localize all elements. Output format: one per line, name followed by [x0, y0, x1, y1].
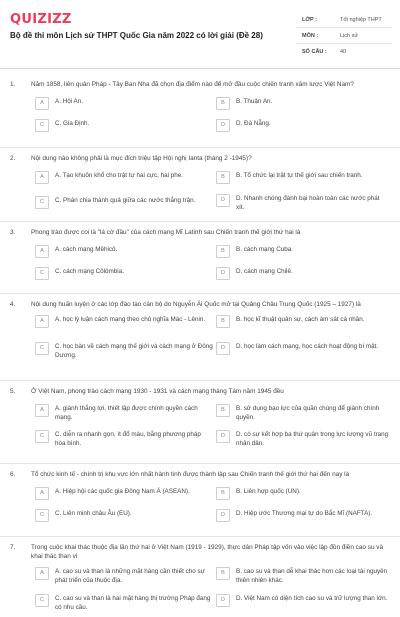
answer-option-c[interactable]	[35, 430, 210, 448]
answer-option-a[interactable]	[35, 567, 213, 585]
option-letter: C	[35, 509, 49, 522]
option-letter: A	[35, 567, 49, 580]
answer-option-d[interactable]	[216, 430, 391, 448]
answer-option-c[interactable]	[35, 594, 213, 612]
option-text: B. sử dụng bạo lực của quần chúng để giành chính quyền.	[236, 405, 380, 421]
option-text: A. Hội An.	[55, 98, 84, 105]
option-text: B. Tổ chức lại trật tự thế giới sau chiến tranh.	[236, 172, 363, 179]
option-text: A. cao su và than là những mặt hàng cần thiết cho sự phát triển của thuộc địa.	[55, 568, 205, 584]
answer-option-d[interactable]	[216, 342, 391, 355]
question-item	[0, 537, 400, 617]
question-number: 4.	[10, 301, 16, 308]
question-number: 5.	[10, 388, 16, 395]
option-text: A. cách mạng Mêhicô.	[55, 246, 118, 253]
option-letter: B	[216, 245, 230, 258]
option-text: B. Liên hợp quốc (UN).	[236, 488, 301, 495]
answer-option-c[interactable]	[35, 342, 213, 360]
option-text: B. cao su và than dễ khai thác hơn các loại tài nguyên thiên nhiên khác.	[236, 568, 388, 584]
option-letter: D	[216, 119, 230, 132]
question-number: 1.	[10, 81, 16, 88]
answer-option-a[interactable]	[35, 245, 185, 258]
question-number: 7.	[10, 544, 16, 551]
option-text: C. học bàn về cách mạng thế giới và cách mạng ở Đông Dương.	[55, 343, 213, 359]
meta-row-class	[296, 12, 392, 28]
option-text: A. Tạo khuôn khổ cho trật tự hai cực, hai phe.	[55, 172, 184, 179]
question-list	[0, 74, 400, 617]
option-letter: D	[216, 594, 230, 607]
option-text: D. Nhanh chóng đánh bại hoàn toàn các nước phát xít.	[236, 195, 380, 211]
question-text: Năm 1858, liên quân Pháp - Tây Ban Nha đã chọn địa điểm nào để mở đầu cuộc chiến tranh xâm lược Việt Nam?	[31, 81, 354, 88]
meta-row-subject	[296, 28, 392, 44]
option-text: C. cao su và than là hai mặt hàng thị trường Pháp đang có nhu cầu.	[55, 595, 211, 611]
option-text: A. giành thắng lợi, thiết lập được chính quyền cách mạng.	[55, 405, 198, 421]
answer-option-b[interactable]	[216, 245, 391, 258]
question-number: 6.	[10, 471, 16, 478]
question-text: Nội dung nào không phải là mục đích triệu tập Hội nghị Ianta (tháng 2 -1945)?	[31, 155, 252, 162]
answer-option-c[interactable]	[35, 267, 185, 280]
option-letter: D	[216, 342, 230, 355]
option-letter: B	[216, 171, 230, 184]
option-letter: A	[35, 97, 49, 110]
option-text: C. cách mạng Côlômbia.	[55, 268, 124, 275]
answer-option-b[interactable]	[216, 97, 391, 110]
question-text: Ở Việt Nam, phong trào cách mạng 1930 - 1931 và cách mạng tháng Tám năm 1945 đều	[31, 388, 284, 395]
question-item	[0, 381, 400, 464]
answer-option-d[interactable]	[216, 509, 396, 522]
document-title: Bộ đề thi môn Lịch sử THPT Quốc Gia năm 2022 có lời giải (Đề 28)	[10, 31, 263, 40]
option-letter: C	[35, 119, 49, 132]
option-text: D. Việt Nam có diện tích cao su và trữ lượng than lớn.	[236, 595, 388, 602]
meta-table	[296, 12, 392, 59]
option-text: A. học lý luận cách mạng theo chủ nghĩa Mác - Lênin.	[55, 316, 206, 323]
option-text: B. Thuận An.	[236, 98, 273, 105]
answer-option-c[interactable]	[35, 509, 213, 522]
option-text: D. cách mạng Chilê.	[236, 268, 293, 275]
question-number: 3.	[10, 229, 16, 236]
option-letter: C	[35, 430, 49, 443]
answer-option-b[interactable]	[216, 567, 391, 585]
question-text: Trong cuộc khai thác thuộc địa lần thứ hai ở Việt Nam (1919 - 1929), thực dân Pháp tập vốn vào việc lập đồn điền cao su và khai thác than vì	[31, 544, 384, 560]
quizizz-logo: QUIZIZZ	[10, 12, 72, 27]
option-letter: B	[216, 315, 230, 328]
option-letter: B	[216, 404, 230, 417]
option-text: B. cách mạng Cuba.	[236, 246, 294, 253]
meta-label: MÔN :	[302, 32, 319, 39]
meta-value: Tốt nghiệp THPT	[340, 16, 382, 23]
option-letter: A	[35, 171, 49, 184]
option-letter: A	[35, 245, 49, 258]
option-letter: D	[216, 509, 230, 522]
meta-value: Lịch sử	[340, 32, 359, 39]
option-letter: C	[35, 342, 49, 355]
option-letter: C	[35, 267, 49, 280]
answer-option-d[interactable]	[216, 594, 391, 607]
option-text: A. Hiệp hội các quốc gia Đông Nam Á (ASEAN).	[55, 488, 190, 495]
question-item	[0, 148, 400, 222]
answer-option-b[interactable]	[216, 171, 396, 184]
question-text: Tổ chức kinh tế - chính trị khu vực lớn nhất hành tinh được thành lập sau Chiến tranh thế giới thứ hai đến nay là	[31, 471, 350, 478]
option-letter: A	[35, 487, 49, 500]
question-item	[0, 464, 400, 537]
option-letter: A	[35, 315, 49, 328]
question-number: 2.	[10, 155, 16, 162]
option-letter: C	[35, 196, 49, 209]
option-text: C. Phân chia thành quả giữa các nước thắng trận.	[55, 197, 196, 204]
option-text: C. diễn ra nhanh gọn, ít đổ máu, bằng phương pháp hòa bình.	[55, 431, 201, 447]
answer-option-a[interactable]	[35, 171, 205, 184]
meta-value: 40	[340, 48, 347, 55]
question-item	[0, 294, 400, 381]
answer-option-a[interactable]	[35, 404, 210, 422]
question-text: Phong trào được coi là "lá cờ đầu" của cách mạng Mĩ Latinh sau Chiến tranh thế giới thứ hai là	[31, 229, 301, 236]
question-item	[0, 222, 400, 294]
option-letter: D	[216, 430, 230, 443]
option-letter: B	[216, 97, 230, 110]
meta-label: LỚP :	[302, 16, 317, 23]
answer-option-b[interactable]	[216, 487, 391, 500]
answer-option-c[interactable]	[35, 119, 185, 132]
page-header	[0, 0, 400, 69]
answer-option-d[interactable]	[216, 194, 386, 212]
option-letter: D	[216, 194, 230, 207]
answer-option-c[interactable]	[35, 196, 205, 209]
meta-row-count	[296, 44, 392, 59]
answer-option-a[interactable]	[35, 487, 213, 500]
option-letter: A	[35, 404, 49, 417]
option-text: B. học kĩ thuật quân sự, cách ám sát cá nhân.	[236, 316, 365, 323]
option-letter: C	[35, 594, 49, 607]
question-item	[0, 74, 400, 148]
option-text: D. Đà Nẵng.	[236, 120, 271, 127]
option-text: D. có sự kết hợp ba thứ quân trong lực lượng vũ trang nhân dân.	[236, 431, 389, 447]
option-letter: B	[216, 567, 230, 580]
option-text: C. Gia Định.	[55, 120, 90, 127]
question-text: Nội dung huấn luyện ở các lớp đào tạo cán bộ do Nguyễn Ái Quốc mở tại Quảng Châu Trung Quốc (1925 – 1927) là	[31, 301, 361, 308]
option-text: C. Liên minh châu Âu (EU).	[55, 510, 132, 517]
answer-option-a[interactable]	[35, 315, 213, 328]
answer-option-b[interactable]	[216, 404, 391, 422]
answer-option-a[interactable]	[35, 97, 185, 110]
answer-option-b[interactable]	[216, 315, 391, 328]
option-text: D. học làm cách mạng, học cách hoạt động bí mật.	[236, 343, 379, 350]
answer-option-d[interactable]	[216, 119, 391, 132]
answer-option-d[interactable]	[216, 267, 391, 280]
meta-label: SỐ CÂU :	[302, 48, 327, 55]
option-text: D. Hiệp ước Thương mại tự do Bắc Mĩ (NAFTA).	[236, 510, 373, 517]
option-letter: B	[216, 487, 230, 500]
option-letter: D	[216, 267, 230, 280]
